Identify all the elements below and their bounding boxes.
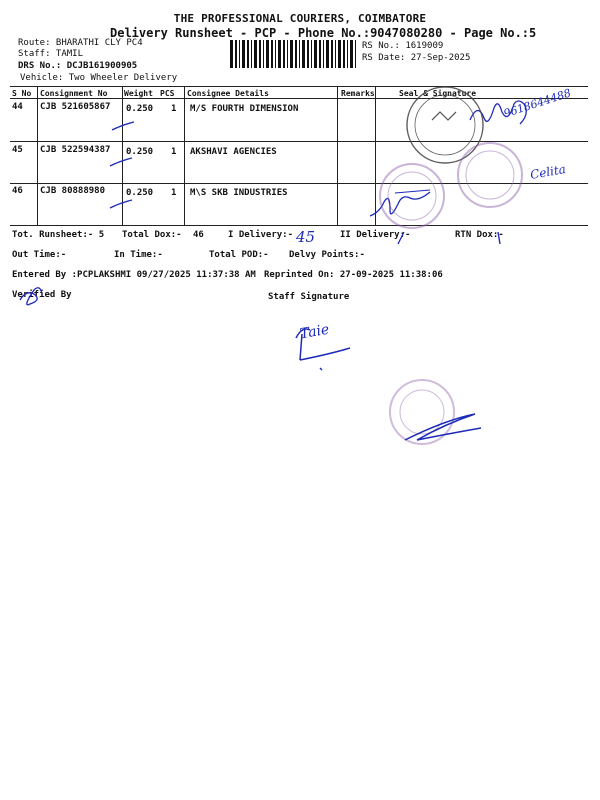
faded-stamp-purple-1: [380, 164, 444, 228]
row-44-weight: 0.250: [126, 104, 154, 114]
delvy-points-label: Delvy Points:-: [289, 250, 365, 260]
row-45-sno: 45: [12, 145, 23, 155]
total-dox-label: Total Dox:-: [122, 230, 182, 240]
col-header-weight: Weight: [124, 89, 153, 98]
row-45-weight: 0.250: [126, 147, 154, 157]
faded-stamp-purple-2: [458, 143, 522, 207]
i-delivery-label: I Delivery:-: [228, 230, 294, 240]
row-44-sno: 44: [12, 102, 23, 112]
col-header-sno: S No: [12, 89, 32, 98]
in-time-label: In Time:-: [114, 250, 163, 260]
signature-handwritten: Celita: [529, 161, 567, 183]
rs-number: RS No.: 1619009: [362, 41, 444, 51]
staff-signature-label: Staff Signature: [268, 292, 350, 302]
signature-slash: [395, 190, 430, 193]
row-46-sno: 46: [12, 186, 23, 196]
row-46-consignee: M\S SKB INDUSTRIES: [190, 188, 288, 198]
row-46-weight: 0.250: [126, 188, 154, 198]
i-delivery-handwritten: 45: [296, 228, 316, 246]
tick-row-45: [110, 158, 132, 166]
col-header-pcs: PCS: [160, 89, 175, 98]
reprinted-on: Reprinted On: 27-09-2025 11:38:06: [264, 270, 443, 280]
col-header-remarks: Remarks: [341, 89, 375, 98]
ii-delivery-tick: [398, 232, 404, 244]
row-46-consignment: CJB 80888980: [40, 186, 106, 196]
col-header-seal-signature: Seal & Signature: [399, 89, 477, 98]
out-time-label: Out Time:-: [12, 250, 67, 260]
row-45-consignment: CJB 522594387: [40, 145, 111, 155]
rtn-dox-label: RTN Dox:-: [455, 230, 504, 240]
staff-sign-handwritten: Taie: [298, 321, 331, 343]
row-46-pcs: 1: [171, 188, 177, 198]
staff-label: Staff: TAMIL: [18, 49, 84, 59]
verified-scribble: [20, 288, 42, 305]
row-44-pcs: 1: [171, 104, 177, 114]
verified-by-label: Verified By: [12, 290, 72, 300]
signature-scribble-46: [370, 192, 430, 216]
staff-signature-dot: [320, 368, 322, 370]
company-seal-stamp: [407, 87, 483, 163]
vehicle-label: Vehicle: Two Wheeler Delivery: [20, 73, 178, 83]
row-45-consignee: AKSHAVI AGENCIES: [190, 147, 277, 157]
runsheet-title: Delivery Runsheet - PCP - Phone No.:9047080280 - Page No.:5: [110, 26, 537, 40]
row-45-pcs: 1: [171, 147, 177, 157]
route-label: Route: BHARATHI CLY PC4: [18, 38, 143, 48]
rtn-dox-tick: [498, 232, 500, 244]
company-name: THE PROFESSIONAL COURIERS, COIMBATORE: [173, 12, 427, 25]
total-dox-value: 46: [193, 230, 204, 240]
row-44-consignee: M/S FOURTH DIMENSION: [190, 104, 299, 114]
drs-number: DRS No.: DCJB161900905: [18, 61, 138, 71]
row-44-consignment: CJB 521605867: [40, 102, 111, 112]
col-header-consignee: Consignee Details: [187, 89, 269, 98]
total-pod-label: Total POD:-: [209, 250, 269, 260]
col-header-consignment: Consignment No: [40, 89, 108, 98]
tot-runsheet: Tot. Runsheet:- 5: [12, 230, 105, 240]
rs-date: RS Date: 27-Sep-2025: [362, 53, 471, 63]
tick-row-46: [110, 200, 132, 208]
ii-delivery-label: II Delivery:-: [340, 230, 411, 240]
phone-handwritten: 9618644488: [502, 86, 573, 121]
entered-by: Entered By :PCPLAKSHMI 09/27/2025 11:37:38 AM: [12, 270, 256, 280]
tick-row-44: [112, 122, 134, 130]
